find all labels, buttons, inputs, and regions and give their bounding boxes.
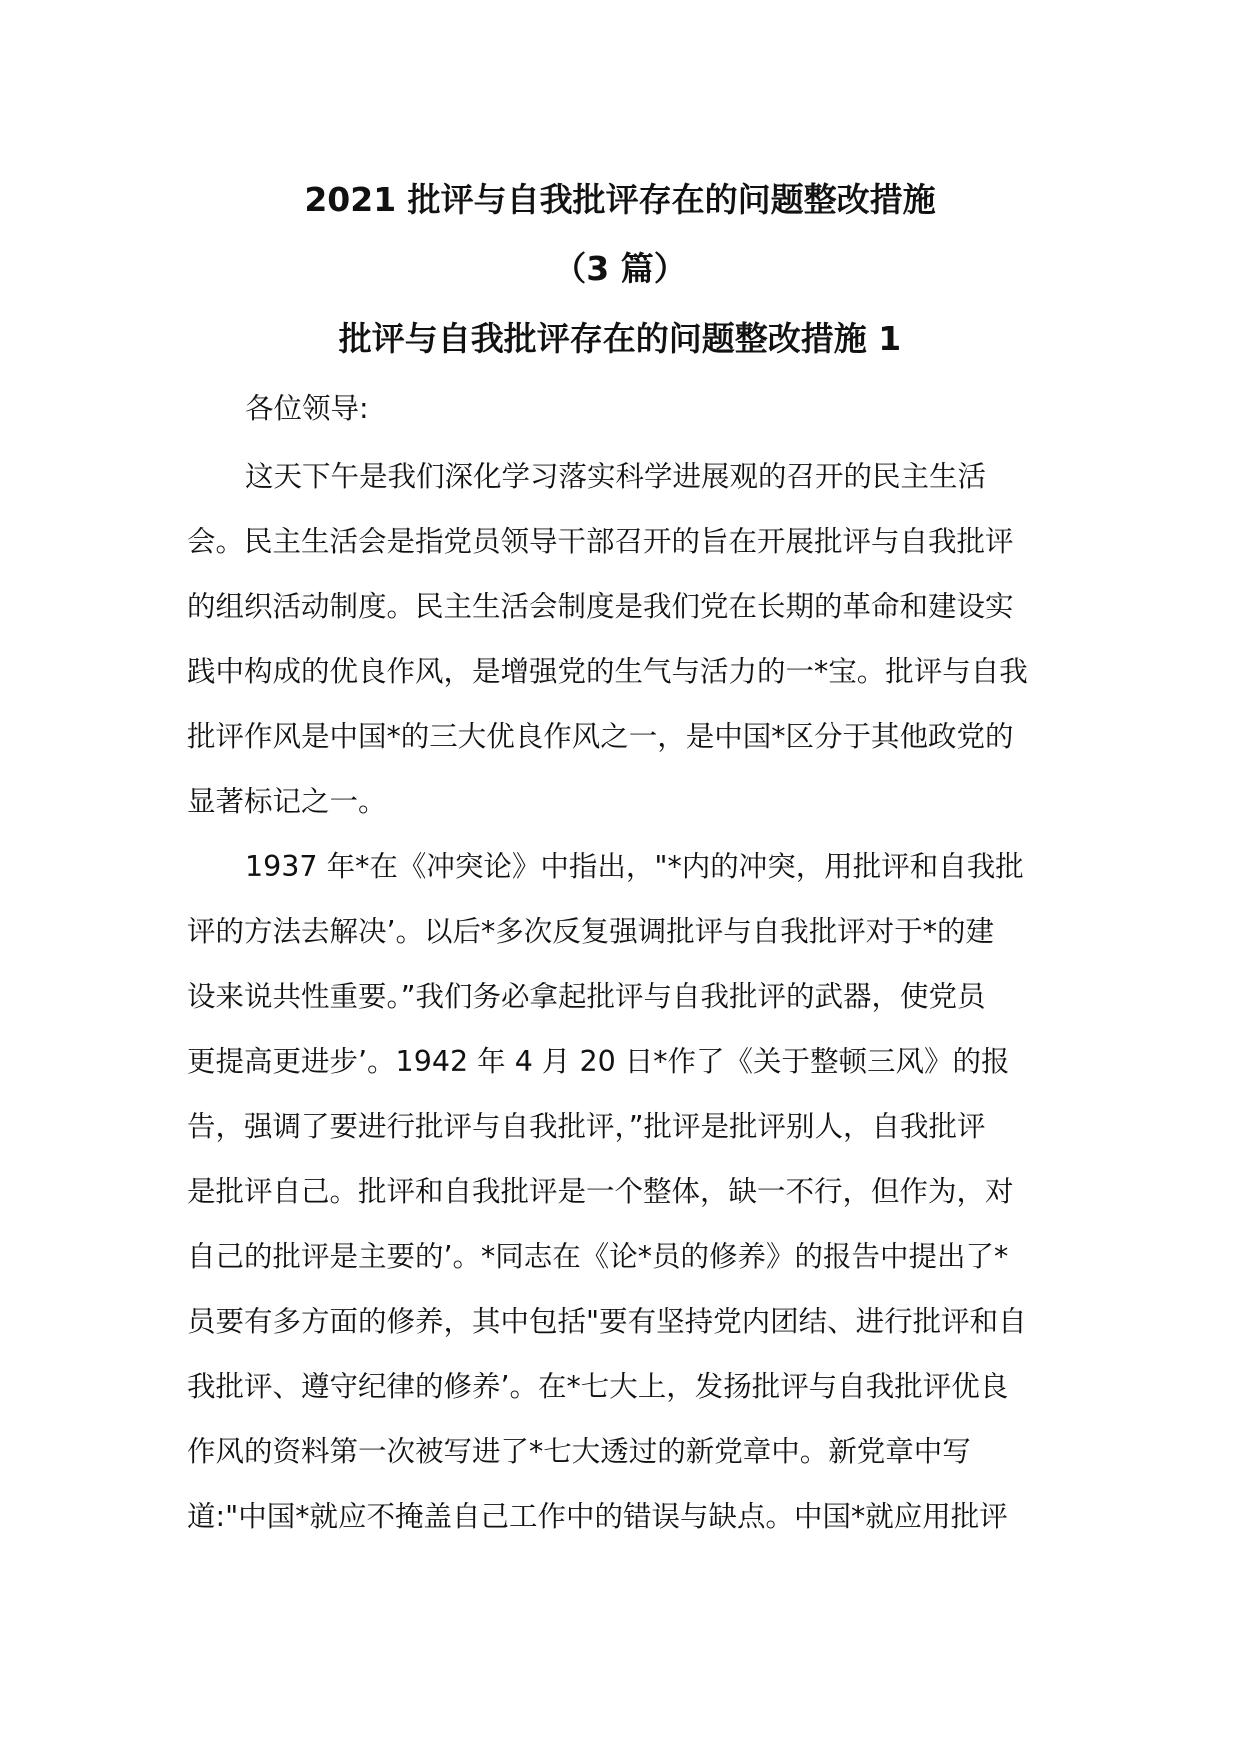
paragraph-2 bbox=[187, 834, 1067, 1549]
paragraph-line: 是批评自己。批评和自我批评是一个整体，缺一不行，但作为，对 bbox=[187, 1175, 1014, 1208]
paragraph-line: 会。民主生活会是指党员领导干部召开的旨在开展批评与自我批评 bbox=[187, 525, 1014, 558]
paragraph-line: 告，强调了要进行批评与自我批评，”批评是批评别人，自我批评 bbox=[187, 1110, 986, 1143]
greeting: 各位领导: bbox=[245, 392, 369, 425]
paragraph-1 bbox=[187, 444, 1067, 834]
paragraph-line: 显著标记之一。 bbox=[187, 785, 387, 818]
paragraph-line: 更提高更进步’。1942 年 4 月 20 日*作了《关于整顿三风》的报 bbox=[187, 1045, 1010, 1078]
section-title: 批评与自我批评存在的问题整改措施 1 bbox=[338, 319, 902, 358]
paragraph-line: 设来说共性重要。”我们务必拿起批评与自我批评的武器，使党员 bbox=[187, 980, 986, 1013]
paragraph-line: 员要有多方面的修养，其中包括"要有坚持党内团结、进行批评和自 bbox=[187, 1305, 1027, 1338]
paragraph-line: 自己的批评是主要的’。*同志在《论*员的修养》的报告中提出了* bbox=[187, 1240, 1009, 1273]
paragraph-line: 我批评、遵守纪律的修养’。在*七大上，发扬批评与自我批评优良 bbox=[187, 1370, 1009, 1403]
paragraph-line: 这天下午是我们深化学习落实科学进展观的召开的民主生活 bbox=[245, 460, 987, 493]
document-title: 2021 批评与自我批评存在的问题整改措施 bbox=[304, 180, 936, 219]
paragraph-line: 1937 年*在《冲突论》中指出，"*内的冲突，用批评和自我批 bbox=[245, 850, 1024, 883]
paragraph-line: 道:"中国*就应不掩盖自己工作中的错误与缺点。中国*就应用批评 bbox=[187, 1500, 1008, 1533]
paragraph-line: 评的方法去解决’。以后*多次反复强调批评与自我批评对于*的建 bbox=[187, 915, 995, 948]
paragraph-line: 作风的资料第一次被写进了*七大透过的新党章中。新党章中写 bbox=[187, 1435, 971, 1468]
paragraph-line: 批评作风是中国*的三大优良作风之一，是中国*区分于其他政党的 bbox=[187, 720, 1014, 753]
paragraph-line: 践中构成的优良作风，是增强党的生气与活力的一*宝。批评与自我 bbox=[187, 655, 1028, 688]
paragraph-line: 的组织活动制度。民主生活会制度是我们党在长期的革命和建设实 bbox=[187, 590, 1014, 623]
document-subtitle: （3 篇） bbox=[553, 249, 687, 288]
